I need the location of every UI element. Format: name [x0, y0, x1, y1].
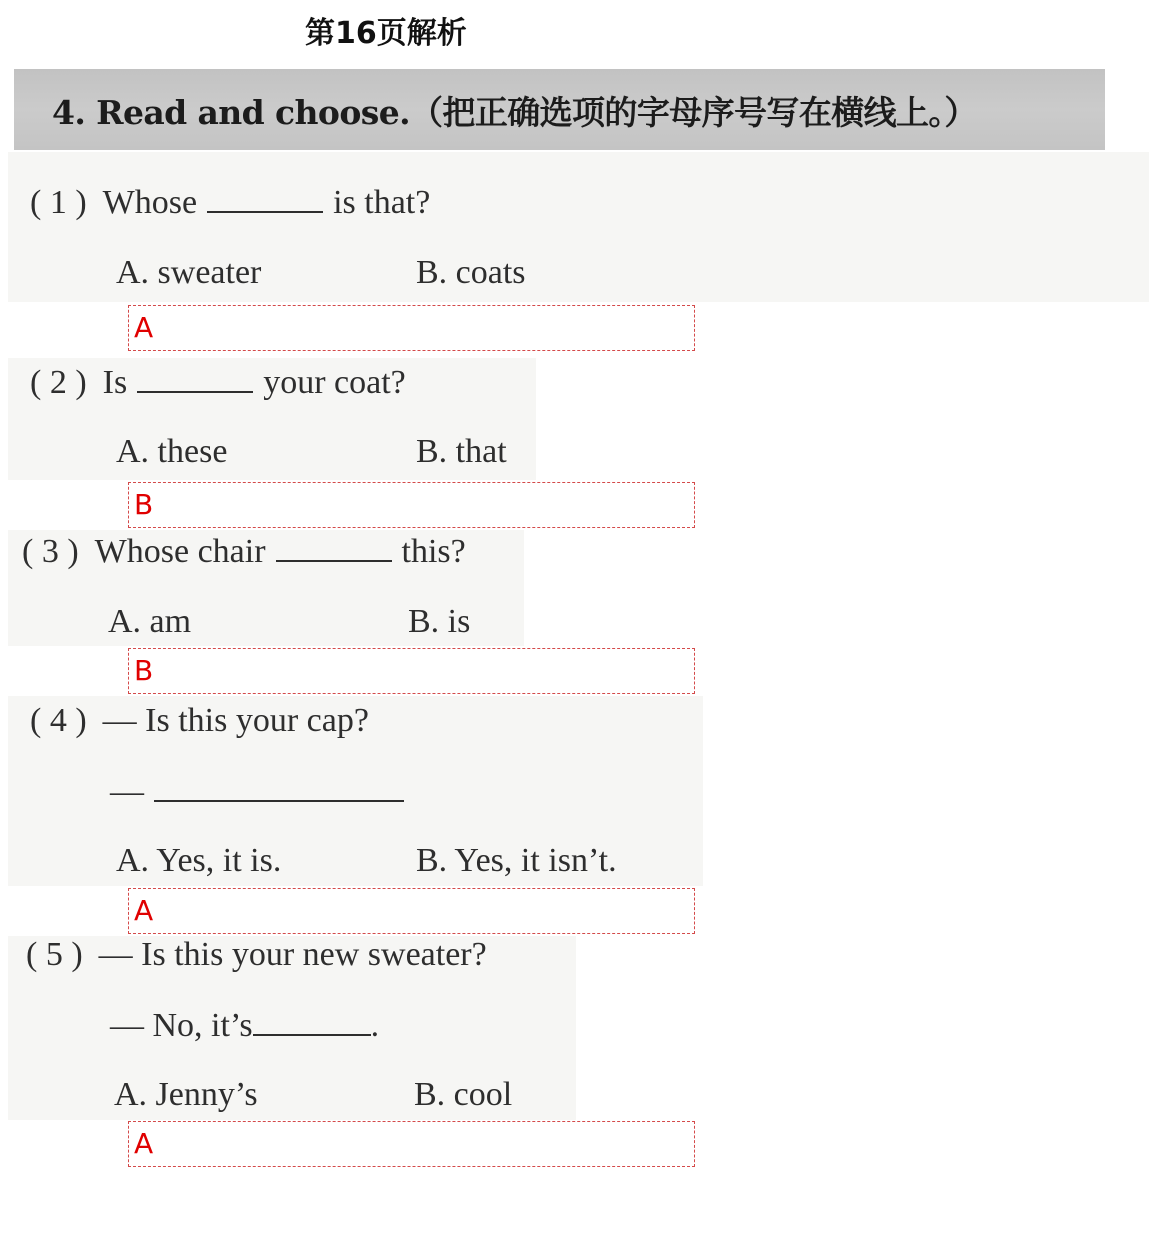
question-2-answer-box [128, 482, 695, 528]
question-5-option-b: B. cool [414, 1076, 513, 1113]
stem-after: your coat? [263, 364, 406, 401]
question-number: ( 4 ) [30, 702, 87, 739]
dialogue-dash: — [110, 773, 144, 810]
question-5-line-2 [110, 1006, 379, 1045]
question-number: ( 3 ) [22, 533, 79, 570]
question-number: ( 5 ) [26, 936, 83, 973]
question-5-option-a: A. Jenny’s [114, 1076, 258, 1113]
question-4-line-2 [110, 772, 414, 811]
answer-label: B [134, 488, 154, 521]
question-3-option-a: A. am [108, 603, 192, 640]
dialogue-before: — No, it’s [110, 1007, 253, 1044]
dialogue-line: — Is this your new sweater? [98, 936, 487, 973]
stem-before: Whose [102, 184, 198, 221]
answer-label: B [134, 654, 154, 687]
answer-label: A [134, 894, 154, 927]
question-4-answer-box [128, 888, 695, 934]
answer-blank [154, 772, 404, 802]
question-1-option-b: B. coats [416, 254, 526, 291]
dialogue-line: — Is this your cap? [102, 702, 369, 739]
page-title: 第16页解析 [305, 16, 467, 51]
answer-blank [276, 532, 392, 562]
section-heading-text: 4. Read and choose.（把正确选项的字母序号写在横线上。） [52, 93, 977, 132]
question-1-answer-box [128, 305, 695, 351]
answer-label: A [134, 1127, 154, 1160]
answer-label: A [134, 311, 154, 344]
question-3-answer-box [128, 648, 695, 694]
question-number: ( 1 ) [30, 184, 87, 221]
answer-blank [253, 1006, 371, 1036]
question-5-answer-box [128, 1121, 695, 1167]
question-5-line-1 [26, 936, 487, 974]
question-4-option-b: B. Yes, it isn’t. [416, 842, 617, 879]
stem-before: Whose chair [94, 533, 266, 570]
dialogue-after: . [370, 1007, 380, 1044]
question-2-stem [30, 363, 406, 402]
answer-blank [137, 363, 253, 393]
question-2-option-a: A. these [116, 433, 228, 470]
question-4-option-a: A. Yes, it is. [116, 842, 282, 879]
question-2-option-b: B. that [416, 433, 507, 470]
question-1-stem [30, 183, 430, 222]
answer-blank [207, 183, 323, 213]
section-header [14, 69, 1105, 150]
stem-before: Is [102, 364, 128, 401]
question-1-option-a: A. sweater [116, 254, 262, 291]
question-3-option-b: B. is [408, 603, 471, 640]
question-4-line-1 [30, 702, 369, 740]
question-3-stem [22, 532, 466, 571]
stem-after: is that? [333, 184, 431, 221]
question-number: ( 2 ) [30, 364, 87, 401]
stem-after: this? [401, 533, 466, 570]
